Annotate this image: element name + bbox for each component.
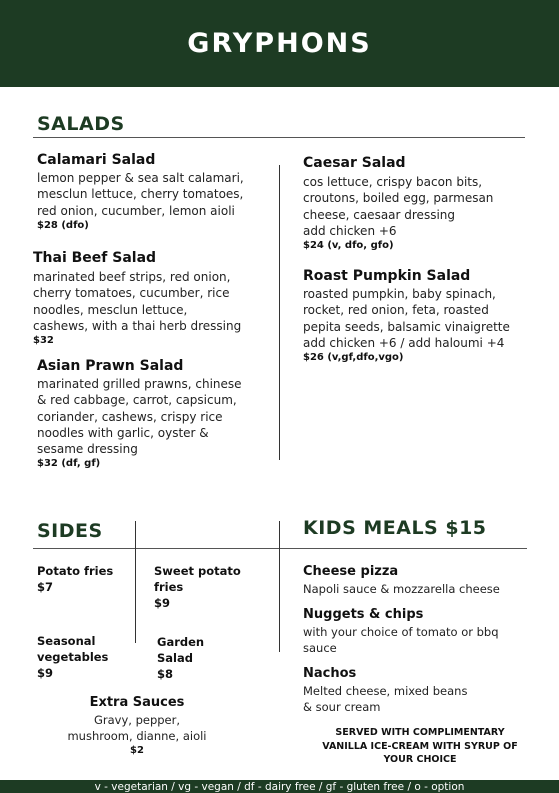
extra-sauces-title: Extra Sauces (89, 695, 185, 710)
item-price: $32 (33, 335, 54, 347)
salads-divider (33, 137, 525, 138)
menu-item-roast-pumpkin-salad (303, 268, 548, 363)
menu-item-thai-beef-salad (33, 250, 277, 346)
extra-sauces (42, 695, 232, 756)
kids-item-nachos (303, 666, 543, 715)
item-name: Roast Pumpkin Salad (303, 268, 471, 284)
item-description: roasted pumpkin, baby spinach, rocket, red onion, feta, roasted pepita seeds, balsamic vinaigrette add chicken +6 / add haloumi +4 (303, 287, 510, 350)
side-name: Garden Salad (157, 635, 205, 665)
kids-meals-title: KIDS MEALS $15 (303, 517, 487, 539)
item-name: Thai Beef Salad (33, 250, 157, 266)
item-price: $28 (dfo) (37, 219, 89, 231)
side-item-garden-salad (157, 634, 267, 682)
side-item-sweet-potato-fries (154, 563, 264, 611)
dietary-legend: v - vegetarian / vg - vegan / df - dairy free / gf - gluten free / o - option (94, 780, 465, 793)
side-price: $9 (37, 666, 54, 680)
item-price: $24 (v, dfo, gfo) (303, 240, 394, 252)
side-price: $9 (154, 596, 171, 610)
item-description: lemon pepper & sea salt calamari, mesclun lettuce, cherry tomatoes, red onion, cucumber, lemon aioli (37, 171, 244, 218)
item-name: Caesar Salad (303, 155, 406, 171)
kid-name: Nuggets & chips (303, 607, 424, 622)
brand-title: GRYPHONS (187, 28, 372, 59)
footer-bar (0, 780, 559, 793)
salads-column-divider (279, 165, 280, 460)
lower-column-divider (279, 521, 280, 652)
item-description: marinated beef strips, red onion, cherry tomatoes, cucumber, rice noodles, mesclun lettuce, cashews, with a thai herb dressing (33, 270, 242, 333)
item-name: Calamari Salad (37, 152, 156, 168)
sides-column-divider (135, 521, 136, 643)
kid-name: Nachos (303, 666, 357, 681)
kids-meals-note: SERVED WITH COMPLIMENTARY VANILLA ICE-CREAM WITH SYRUP OF YOUR CHOICE (322, 727, 518, 765)
extra-sauces-price: $2 (130, 745, 144, 756)
kid-name: Cheese pizza (303, 564, 399, 579)
side-name: Potato fries (37, 564, 114, 578)
kid-description: with your choice of tomato or bbq sauce (303, 625, 499, 655)
item-price: $32 (df, gf) (37, 458, 101, 470)
extra-sauces-description: Gravy, pepper, mushroom, dianne, aioli (67, 713, 207, 743)
item-description: cos lettuce, crispy bacon bits, croutons, boiled egg, parmesan cheese, caesaar dressing add chicken +6 (303, 175, 494, 238)
kids-item-nuggets-chips (303, 607, 543, 656)
item-name: Asian Prawn Salad (37, 358, 184, 374)
side-item-seasonal-vegetables (37, 633, 133, 681)
salads-title: SALADS (37, 113, 125, 135)
sides-title: SIDES (37, 520, 103, 542)
item-price: $26 (v,gf,dfo,vgo) (303, 352, 404, 364)
side-price: $8 (157, 667, 174, 681)
kid-description: Napoli sauce & mozzarella cheese (303, 582, 500, 596)
side-price: $7 (37, 580, 54, 594)
menu-item-caesar-salad (303, 155, 543, 251)
side-item-potato-fries (37, 563, 133, 595)
lower-divider (33, 548, 527, 549)
kid-description: Melted cheese, mixed beans & sour cream (303, 684, 468, 714)
menu-item-asian-prawn-salad (37, 358, 277, 469)
side-name: Sweet potato fries (154, 564, 241, 594)
header-banner (0, 0, 559, 87)
menu-item-calamari-salad (37, 152, 277, 231)
item-description: marinated grilled prawns, chinese & red cabbage, carrot, capsicum, coriander, cashews, crispy rice noodles with garlic, oyster & sesame dressing (37, 377, 242, 457)
side-name: Seasonal vegetables (37, 634, 109, 664)
kids-item-cheese-pizza (303, 564, 543, 597)
